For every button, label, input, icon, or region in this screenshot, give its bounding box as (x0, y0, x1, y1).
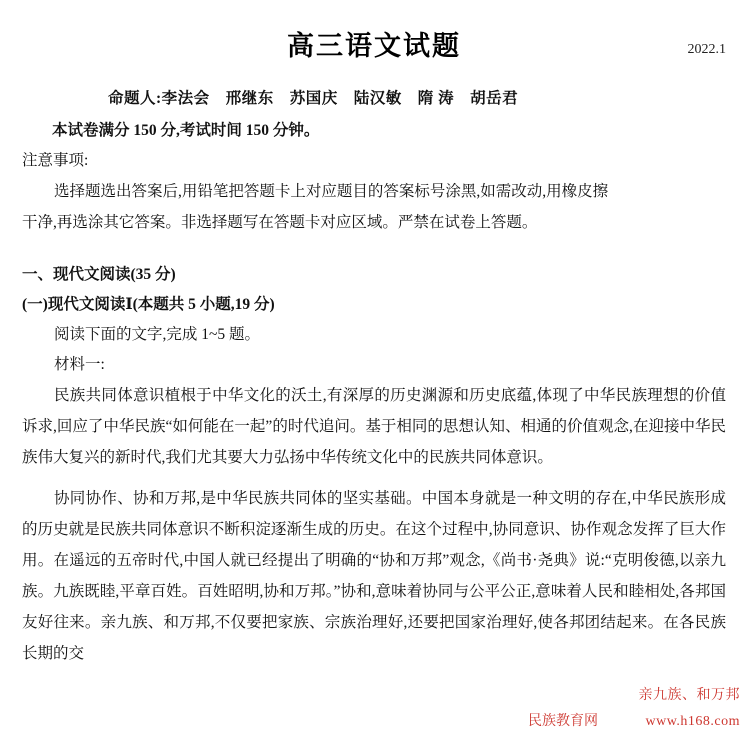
author-name-1: 李法会 (161, 90, 210, 107)
authors-label: 命题人: (108, 90, 162, 107)
author-name-5: 隋 涛 (417, 90, 455, 107)
author-name-3: 苏国庆 (289, 90, 338, 107)
exam-paper-page (0, 24, 748, 740)
section-instruction: 阅读下面的文字,完成 1~5 题。 (54, 326, 261, 343)
page-title: 高三语文试题 (287, 31, 461, 61)
author-name-2: 邢继东 (225, 90, 274, 107)
author-name-4: 陆汉敏 (353, 90, 402, 107)
watermark-text-2: 民族教育网 (528, 714, 598, 729)
material-label: 材料一: (54, 356, 105, 373)
watermark-text-1: 亲九族、和万邦 (638, 688, 740, 703)
notice-heading: 注意事项: (22, 152, 89, 169)
body-paragraph-1: 民族共同体意识植根于中华文化的沃土,有深厚的历史渊源和历史底蕴,体现了中华民族理想的价值诉求,回应了中华民族“如何能在一起”的时代追问。基于相同的思想认知、相通的价值观念,在迎接中华民族伟大复兴的新时代,我们尤其要大力弘扬中华传统文化中的民族共同体意识。 (22, 387, 726, 466)
exam-info-line: 本试卷满分 150 分,考试时间 150 分钟。 (52, 122, 320, 139)
notice-line-2: 干净,再选涂其它答案。非选择题写在答题卡对应区域。严禁在试卷上答题。 (22, 214, 538, 231)
paper-date: 2022.1 (687, 42, 726, 57)
author-name-6: 胡岳君 (470, 90, 519, 107)
title-row (0, 24, 748, 68)
section-heading: 一、现代文阅读(35 分) (22, 266, 176, 283)
authors-line (0, 86, 748, 108)
notice-line-1: 选择题选出答案后,用铅笔把答题卡上对应题目的答案标号涂黑,如需改动,用橡皮擦 (54, 183, 609, 200)
body-paragraph-2: 协同协作、协和万邦,是中华民族共同体的坚实基础。中国本身就是一种文明的存在,中华民族形成的历史就是民族共同体意识不断积淀逐渐生成的历史。在这个过程中,协同意识、协作观念发挥了巨大作用。在遥远的五帝时代,中国人就已经提出了明确的“协和万邦”观念,《尚书·尧典》说:“克明俊德,以亲九族。九族既睦,平章百姓。百姓昭明,协和万邦。”协和,意味着协同与公平公正,意味着人民和睦相处,各邦国友好往来。亲九族、和万邦,不仅要把家族、宗族治理好,还要把国家治理好,使各邦团结起来。在各民族长期的交 (22, 490, 726, 662)
watermark-text-3: www.h168.com (645, 714, 740, 729)
section-subheading: (一)现代文阅读Ⅰ(本题共 5 小题,19 分) (22, 296, 275, 313)
